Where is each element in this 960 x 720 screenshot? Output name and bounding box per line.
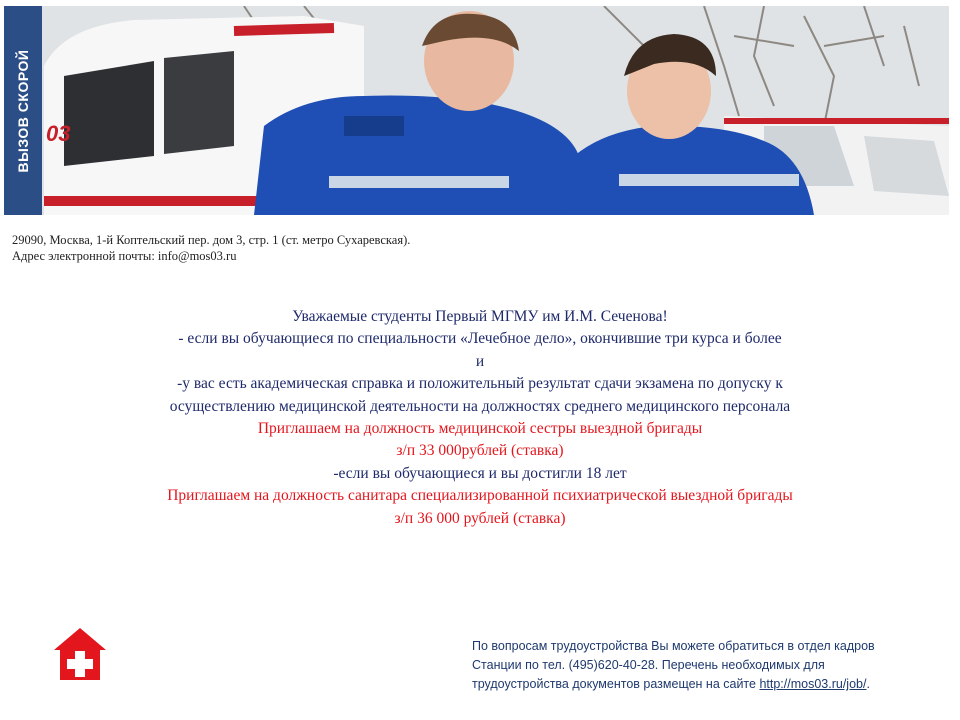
- hr-line-3: [472, 675, 952, 694]
- condition-specialty: - если вы обучающиеся по специальности «Лечебное дело», окончившие три курса и более: [178, 330, 782, 348]
- hr-line-3-text: трудоустройства документов размещен на сайте: [472, 677, 760, 691]
- condition-certificate: -у вас есть академическая справка и положительный результат сдачи экзамена по допуску к: [177, 375, 783, 393]
- salary-orderly: з/п 36 000 рублей (ставка): [394, 509, 566, 527]
- conjunction: и: [475, 352, 485, 370]
- condition-age: -если вы обучающиеся и вы достигли 18 лет: [333, 464, 627, 482]
- ambulance-house-icon: [52, 626, 108, 682]
- header-banner: [4, 6, 949, 215]
- condition-certificate-cont: осуществлению медицинской деятельности на должностях среднего медицинского персонала: [169, 397, 791, 415]
- contact-info: [12, 232, 410, 264]
- address-text: 29090, Москва, 1-й Коптельский пер. дом 3, стр. 1 (ст. метро Сухаревская).: [12, 233, 411, 247]
- offer-orderly: Приглашаем на должность санитара специализированной психиатрической выездной бригады: [167, 487, 793, 505]
- offer-nurse: Приглашаем на должность медицинской сестры выездной бригады: [257, 420, 703, 438]
- call-ambulance-tab[interactable]: [4, 6, 42, 215]
- job-announcement: [60, 306, 900, 530]
- salary-nurse: з/п 33 000рублей (ставка): [396, 442, 564, 460]
- job-page-link[interactable]: http://mos03.ru/job/: [759, 677, 867, 691]
- hr-line-2: Станции по тел. (495)620-40-28. Перечень необходимых для: [472, 658, 825, 672]
- email-text: Адрес электронной почты: info@mos03.ru: [12, 249, 237, 263]
- hr-line-1: По вопросам трудоустройства Вы можете обратиться в отдел кадров: [472, 639, 875, 653]
- ambulance-number: 03: [46, 121, 71, 146]
- hr-line-3-end: .: [866, 677, 870, 691]
- banner-photo: [4, 6, 949, 215]
- greeting: Уважаемые студенты Первый МГМУ им И.М. Сеченова!: [292, 308, 668, 325]
- call-ambulance-label: ВЫЗОВ СКОРОЙ: [15, 49, 31, 173]
- hr-contact-note: [472, 637, 952, 694]
